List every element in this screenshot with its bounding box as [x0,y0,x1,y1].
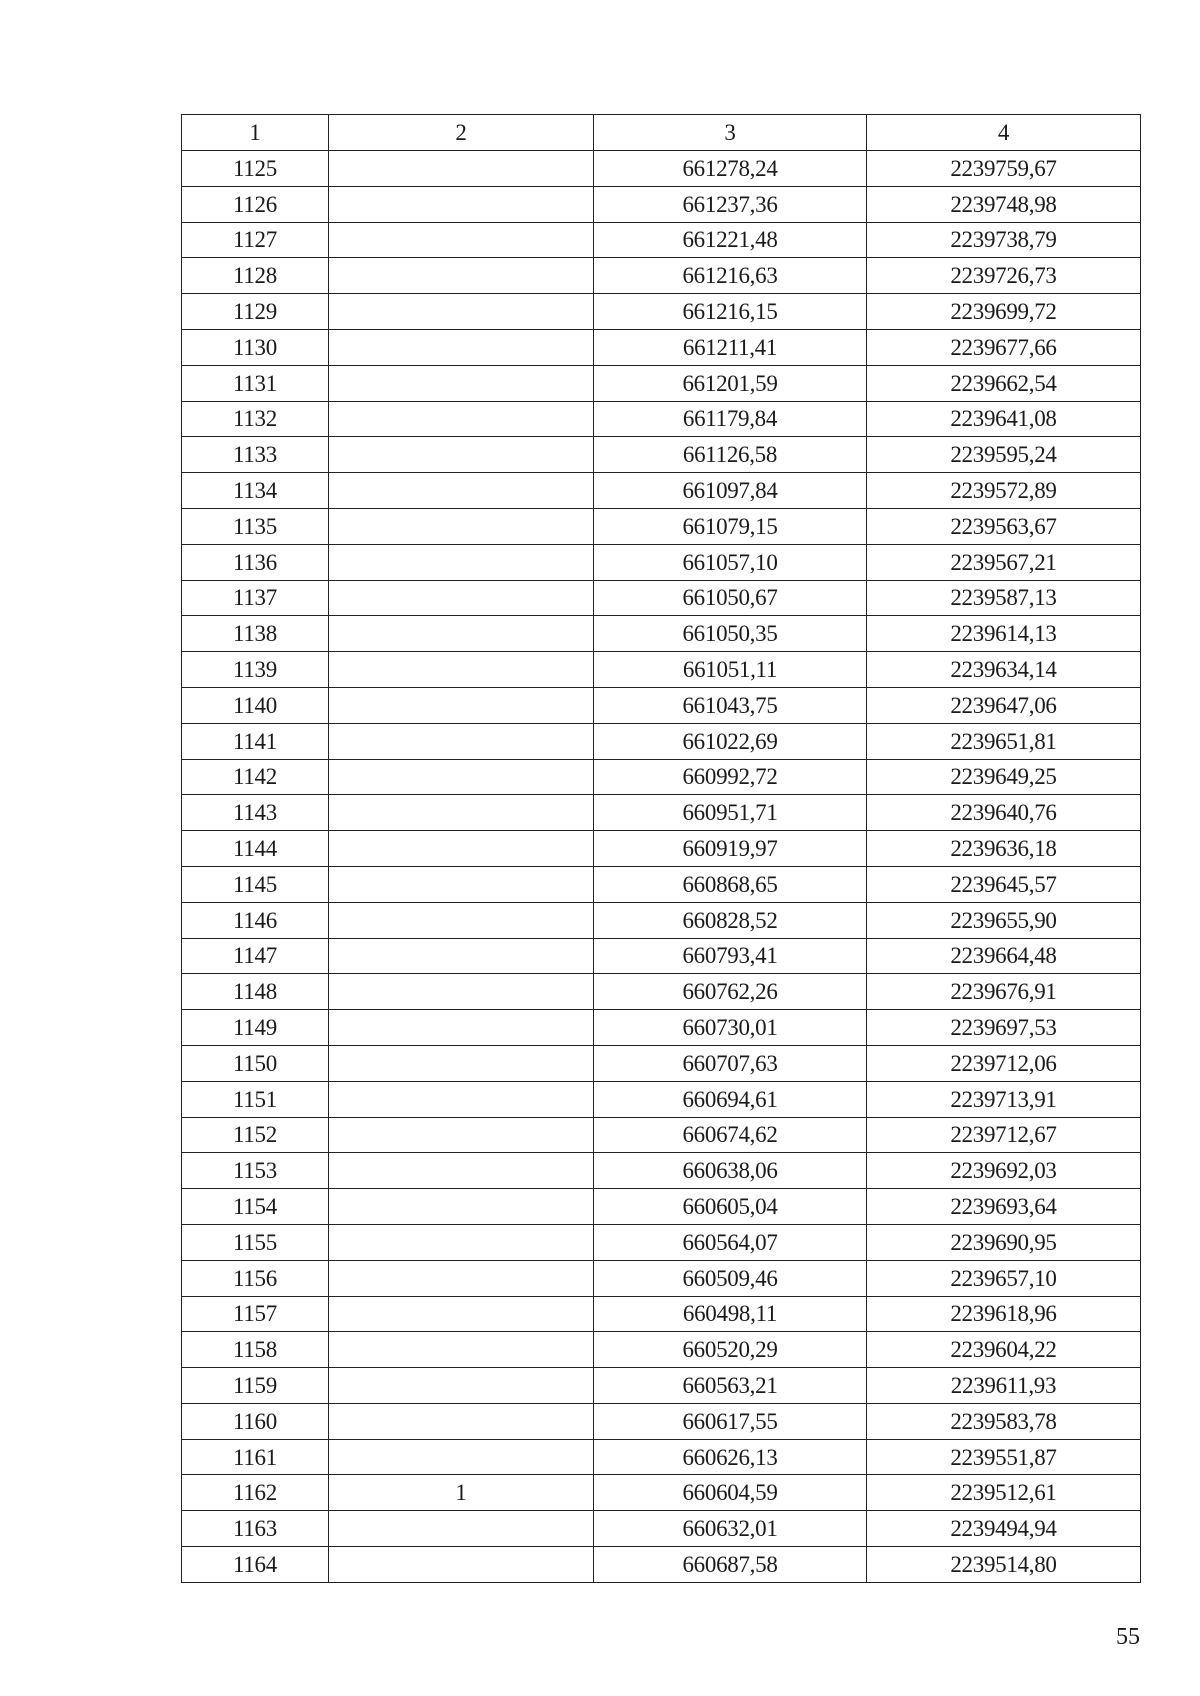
contour-number-cell [329,365,594,401]
x-coordinate-cell: 661051,11 [594,652,867,688]
y-coordinate-cell: 2239583,78 [867,1403,1141,1439]
table-row [182,1475,1141,1511]
contour-number-cell [329,1547,594,1583]
y-coordinate-cell: 2239618,96 [867,1296,1141,1332]
table-row [182,258,1141,294]
contour-number-cell [329,1260,594,1296]
point-number-cell: 1127 [182,222,329,258]
table-row [182,473,1141,509]
contour-number-cell [329,902,594,938]
x-coordinate-cell: 661221,48 [594,222,867,258]
x-coordinate-cell: 661050,35 [594,616,867,652]
contour-number-cell [329,1368,594,1404]
y-coordinate-cell: 2239676,91 [867,974,1141,1010]
point-number-cell: 1134 [182,473,329,509]
point-number-cell: 1145 [182,866,329,902]
point-number-cell: 1133 [182,437,329,473]
point-number-cell: 1159 [182,1368,329,1404]
contour-number-cell [329,1081,594,1117]
table-row [182,401,1141,437]
x-coordinate-cell: 661278,24 [594,151,867,187]
x-coordinate-cell: 661211,41 [594,329,867,365]
table-row [182,1511,1141,1547]
point-number-cell: 1132 [182,401,329,437]
x-coordinate-cell: 660868,65 [594,866,867,902]
contour-number-cell [329,795,594,831]
point-number-cell: 1148 [182,974,329,1010]
x-coordinate-cell: 660730,01 [594,1010,867,1046]
page-number: 55 [1116,1624,1140,1650]
x-coordinate-cell: 661043,75 [594,687,867,723]
point-number-cell: 1140 [182,687,329,723]
y-coordinate-cell: 2239712,67 [867,1117,1141,1153]
x-coordinate-cell: 660687,58 [594,1547,867,1583]
y-coordinate-cell: 2239662,54 [867,365,1141,401]
point-number-cell: 1139 [182,652,329,688]
point-number-cell: 1129 [182,294,329,330]
contour-number-cell [329,723,594,759]
contour-number-cell [329,1224,594,1260]
contour-number-cell [329,1296,594,1332]
y-coordinate-cell: 2239587,13 [867,580,1141,616]
x-coordinate-cell: 660632,01 [594,1511,867,1547]
contour-number-cell [329,938,594,974]
point-number-cell: 1163 [182,1511,329,1547]
x-coordinate-cell: 661216,63 [594,258,867,294]
point-number-cell: 1156 [182,1260,329,1296]
point-number-cell: 1136 [182,544,329,580]
x-coordinate-cell: 660919,97 [594,831,867,867]
y-coordinate-cell: 2239657,10 [867,1260,1141,1296]
x-coordinate-cell: 661237,36 [594,186,867,222]
point-number-cell: 1152 [182,1117,329,1153]
x-coordinate-cell: 660626,13 [594,1439,867,1475]
contour-number-cell [329,831,594,867]
point-number-cell: 1160 [182,1403,329,1439]
y-coordinate-cell: 2239712,06 [867,1045,1141,1081]
table-row [182,1439,1141,1475]
table-row [182,1010,1141,1046]
point-number-cell: 1128 [182,258,329,294]
y-coordinate-cell: 2239641,08 [867,401,1141,437]
x-coordinate-cell: 660674,62 [594,1117,867,1153]
y-coordinate-cell: 2239611,93 [867,1368,1141,1404]
table-row [182,652,1141,688]
point-number-cell: 1131 [182,365,329,401]
x-coordinate-cell: 660509,46 [594,1260,867,1296]
table-row [182,902,1141,938]
table-row [182,866,1141,902]
table-row [182,1189,1141,1225]
point-number-cell: 1151 [182,1081,329,1117]
y-coordinate-cell: 2239636,18 [867,831,1141,867]
contour-number-cell [329,1153,594,1189]
contour-number-cell [329,544,594,580]
y-coordinate-cell: 2239713,91 [867,1081,1141,1117]
y-coordinate-cell: 2239514,80 [867,1547,1141,1583]
table-row [182,1260,1141,1296]
column-header: 1 [182,115,329,151]
header-row [182,115,1141,151]
table-header [182,115,1141,151]
table-row [182,580,1141,616]
contour-number-cell [329,437,594,473]
table-row [182,1332,1141,1368]
contour-number-cell [329,508,594,544]
x-coordinate-cell: 661057,10 [594,544,867,580]
contour-number-cell [329,222,594,258]
point-number-cell: 1155 [182,1224,329,1260]
point-number-cell: 1164 [182,1547,329,1583]
y-coordinate-cell: 2239738,79 [867,222,1141,258]
y-coordinate-cell: 2239651,81 [867,723,1141,759]
table-row [182,151,1141,187]
point-number-cell: 1147 [182,938,329,974]
x-coordinate-cell: 661097,84 [594,473,867,509]
contour-number-cell [329,616,594,652]
table-row [182,1296,1141,1332]
table-row [182,1081,1141,1117]
contour-number-cell [329,1189,594,1225]
contour-number-cell [329,1511,594,1547]
table-row [182,186,1141,222]
x-coordinate-cell: 660563,21 [594,1368,867,1404]
y-coordinate-cell: 2239494,94 [867,1511,1141,1547]
coordinates-table [181,114,1141,1583]
point-number-cell: 1146 [182,902,329,938]
contour-number-cell [329,580,594,616]
point-number-cell: 1135 [182,508,329,544]
table-row [182,974,1141,1010]
y-coordinate-cell: 2239655,90 [867,902,1141,938]
table-row [182,508,1141,544]
x-coordinate-cell: 661022,69 [594,723,867,759]
table-row [182,616,1141,652]
y-coordinate-cell: 2239512,61 [867,1475,1141,1511]
contour-number-cell [329,1117,594,1153]
x-coordinate-cell: 661079,15 [594,508,867,544]
y-coordinate-cell: 2239748,98 [867,186,1141,222]
contour-number-cell [329,151,594,187]
table-row [182,1403,1141,1439]
column-header: 3 [594,115,867,151]
y-coordinate-cell: 2239692,03 [867,1153,1141,1189]
x-coordinate-cell: 660498,11 [594,1296,867,1332]
contour-number-cell [329,1010,594,1046]
column-header: 4 [867,115,1141,151]
x-coordinate-cell: 660605,04 [594,1189,867,1225]
x-coordinate-cell: 660793,41 [594,938,867,974]
y-coordinate-cell: 2239690,95 [867,1224,1141,1260]
y-coordinate-cell: 2239563,67 [867,508,1141,544]
point-number-cell: 1161 [182,1439,329,1475]
x-coordinate-cell: 660617,55 [594,1403,867,1439]
table-row [182,795,1141,831]
table-row [182,365,1141,401]
y-coordinate-cell: 2239567,21 [867,544,1141,580]
y-coordinate-cell: 2239677,66 [867,329,1141,365]
point-number-cell: 1158 [182,1332,329,1368]
y-coordinate-cell: 2239551,87 [867,1439,1141,1475]
x-coordinate-cell: 660707,63 [594,1045,867,1081]
table-row [182,759,1141,795]
y-coordinate-cell: 2239649,25 [867,759,1141,795]
table-row [182,1224,1141,1260]
contour-number-cell [329,258,594,294]
x-coordinate-cell: 660604,59 [594,1475,867,1511]
x-coordinate-cell: 660520,29 [594,1332,867,1368]
table-row [182,544,1141,580]
point-number-cell: 1144 [182,831,329,867]
x-coordinate-cell: 660638,06 [594,1153,867,1189]
contour-number-cell [329,687,594,723]
table-row [182,1547,1141,1583]
y-coordinate-cell: 2239645,57 [867,866,1141,902]
table-row [182,294,1141,330]
x-coordinate-cell: 661179,84 [594,401,867,437]
point-number-cell: 1154 [182,1189,329,1225]
contour-number-cell [329,1403,594,1439]
y-coordinate-cell: 2239640,76 [867,795,1141,831]
y-coordinate-cell: 2239595,24 [867,437,1141,473]
table-row [182,1153,1141,1189]
point-number-cell: 1137 [182,580,329,616]
contour-number-cell [329,1439,594,1475]
y-coordinate-cell: 2239647,06 [867,687,1141,723]
contour-number-cell [329,652,594,688]
y-coordinate-cell: 2239699,72 [867,294,1141,330]
contour-number-cell [329,866,594,902]
x-coordinate-cell: 661216,15 [594,294,867,330]
table-row [182,1045,1141,1081]
y-coordinate-cell: 2239759,67 [867,151,1141,187]
point-number-cell: 1162 [182,1475,329,1511]
contour-number-cell [329,974,594,1010]
point-number-cell: 1126 [182,186,329,222]
contour-number-cell [329,186,594,222]
point-number-cell: 1150 [182,1045,329,1081]
y-coordinate-cell: 2239572,89 [867,473,1141,509]
x-coordinate-cell: 660762,26 [594,974,867,1010]
y-coordinate-cell: 2239604,22 [867,1332,1141,1368]
contour-number-cell [329,473,594,509]
point-number-cell: 1130 [182,329,329,365]
table-row [182,222,1141,258]
x-coordinate-cell: 660564,07 [594,1224,867,1260]
point-number-cell: 1149 [182,1010,329,1046]
x-coordinate-cell: 660992,72 [594,759,867,795]
y-coordinate-cell: 2239693,64 [867,1189,1141,1225]
contour-number-cell [329,401,594,437]
table-row [182,723,1141,759]
contour-number-cell [329,1045,594,1081]
y-coordinate-cell: 2239697,53 [867,1010,1141,1046]
y-coordinate-cell: 2239614,13 [867,616,1141,652]
table-row [182,329,1141,365]
table-row [182,938,1141,974]
y-coordinate-cell: 2239664,48 [867,938,1141,974]
contour-number-cell: 1 [329,1475,594,1511]
table-row [182,831,1141,867]
x-coordinate-cell: 661050,67 [594,580,867,616]
point-number-cell: 1142 [182,759,329,795]
contour-number-cell [329,1332,594,1368]
column-header: 2 [329,115,594,151]
table-row [182,437,1141,473]
contour-number-cell [329,759,594,795]
point-number-cell: 1143 [182,795,329,831]
contour-number-cell [329,294,594,330]
point-number-cell: 1157 [182,1296,329,1332]
point-number-cell: 1138 [182,616,329,652]
x-coordinate-cell: 661126,58 [594,437,867,473]
table-row [182,687,1141,723]
table-body [182,151,1141,1583]
table-row [182,1117,1141,1153]
contour-number-cell [329,329,594,365]
x-coordinate-cell: 660694,61 [594,1081,867,1117]
point-number-cell: 1125 [182,151,329,187]
x-coordinate-cell: 660828,52 [594,902,867,938]
y-coordinate-cell: 2239726,73 [867,258,1141,294]
point-number-cell: 1141 [182,723,329,759]
y-coordinate-cell: 2239634,14 [867,652,1141,688]
x-coordinate-cell: 661201,59 [594,365,867,401]
table-row [182,1368,1141,1404]
point-number-cell: 1153 [182,1153,329,1189]
x-coordinate-cell: 660951,71 [594,795,867,831]
